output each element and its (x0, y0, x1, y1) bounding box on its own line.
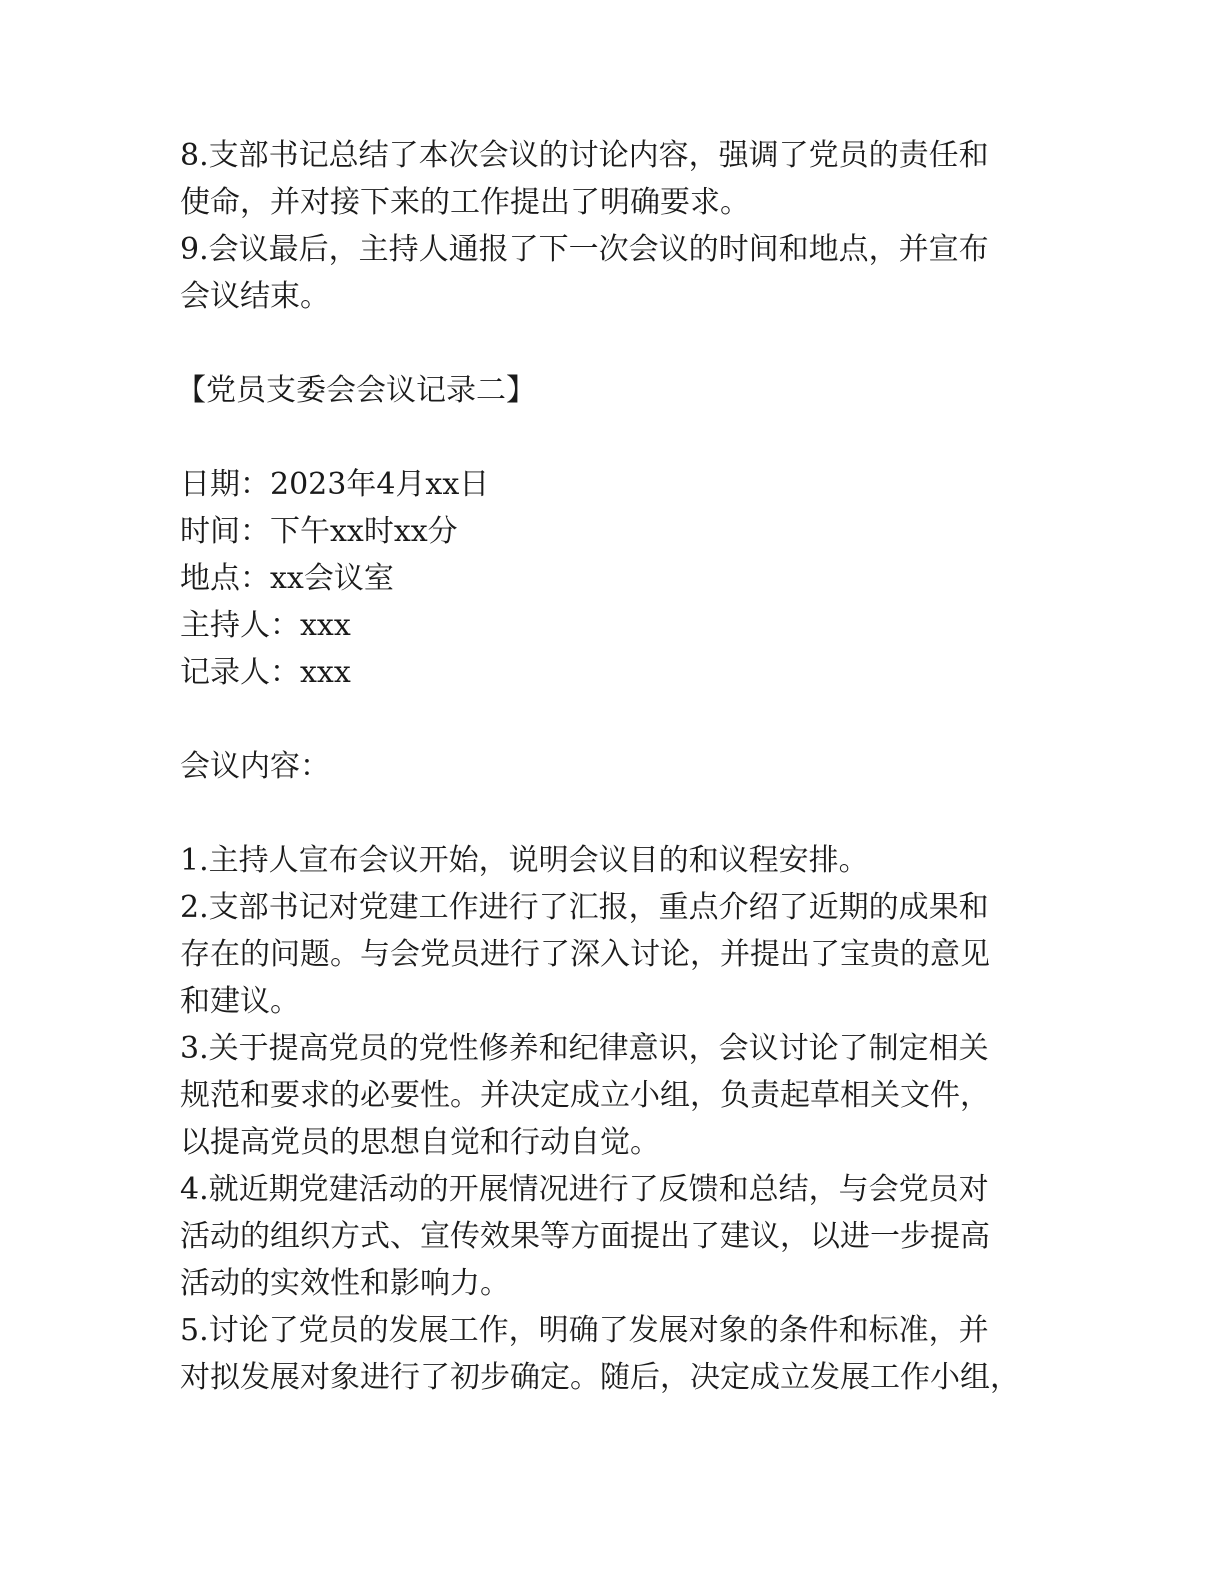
blank-line (180, 790, 1050, 837)
text-line: 活动的实效性和影响力。 (180, 1266, 510, 1301)
blank-line (180, 414, 1050, 461)
text-line: 1.主持人宣布会议开始，说明会议目的和议程安排。 (180, 843, 869, 878)
document-page (176, 132, 1050, 1401)
text-line: 使命，并对接下来的工作提出了明确要求。 (180, 185, 750, 220)
text-line: 5.讨论了党员的发展工作，明确了发展对象的条件和标准，并 (180, 1313, 989, 1348)
text-line: 存在的问题。与会党员进行了深入讨论，并提出了宝贵的意见 (180, 937, 990, 972)
text-line: 8.支部书记总结了本次会议的讨论内容，强调了党员的责任和 (180, 138, 989, 173)
content-heading: 会议内容： (180, 749, 330, 784)
content-item-5 (180, 1307, 1050, 1401)
meta-date: 日期：2023年4月xx日 (180, 467, 490, 502)
text-line: 和建议。 (180, 984, 300, 1019)
prev-item-8 (180, 132, 1050, 226)
text-line: 规范和要求的必要性。并决定成立小组，负责起草相关文件， (180, 1078, 990, 1113)
text-line: 活动的组织方式、宣传效果等方面提出了建议，以进一步提高 (180, 1219, 990, 1254)
blank-line (180, 696, 1050, 743)
meeting-meta (180, 461, 1050, 696)
text-line: 以提高党员的思想自觉和行动自觉。 (180, 1125, 660, 1160)
text-line: 9.会议最后，主持人通报了下一次会议的时间和地点，并宣布 (180, 232, 989, 267)
content-item-2 (180, 884, 1050, 1025)
meta-place: 地点：xx会议室 (180, 561, 394, 596)
meta-time: 时间：下午xx时xx分 (180, 514, 458, 549)
section-title: 【党员支委会会议记录二】 (176, 373, 536, 408)
content-item-4 (180, 1166, 1050, 1307)
meta-host: 主持人：xxx (180, 608, 351, 643)
text-line: 2.支部书记对党建工作进行了汇报，重点介绍了近期的成果和 (180, 890, 989, 925)
blank-line (180, 320, 1050, 367)
text-line: 3.关于提高党员的党性修养和纪律意识，会议讨论了制定相关 (180, 1031, 989, 1066)
prev-item-9 (180, 226, 1050, 320)
text-line: 会议结束。 (180, 279, 330, 314)
text-line: 4.就近期党建活动的开展情况进行了反馈和总结，与会党员对 (180, 1172, 989, 1207)
meta-recorder: 记录人：xxx (180, 655, 351, 690)
content-item-1 (180, 837, 1050, 884)
text-line: 对拟发展对象进行了初步确定。随后，决定成立发展工作小组， (180, 1360, 1020, 1395)
content-item-3 (180, 1025, 1050, 1166)
